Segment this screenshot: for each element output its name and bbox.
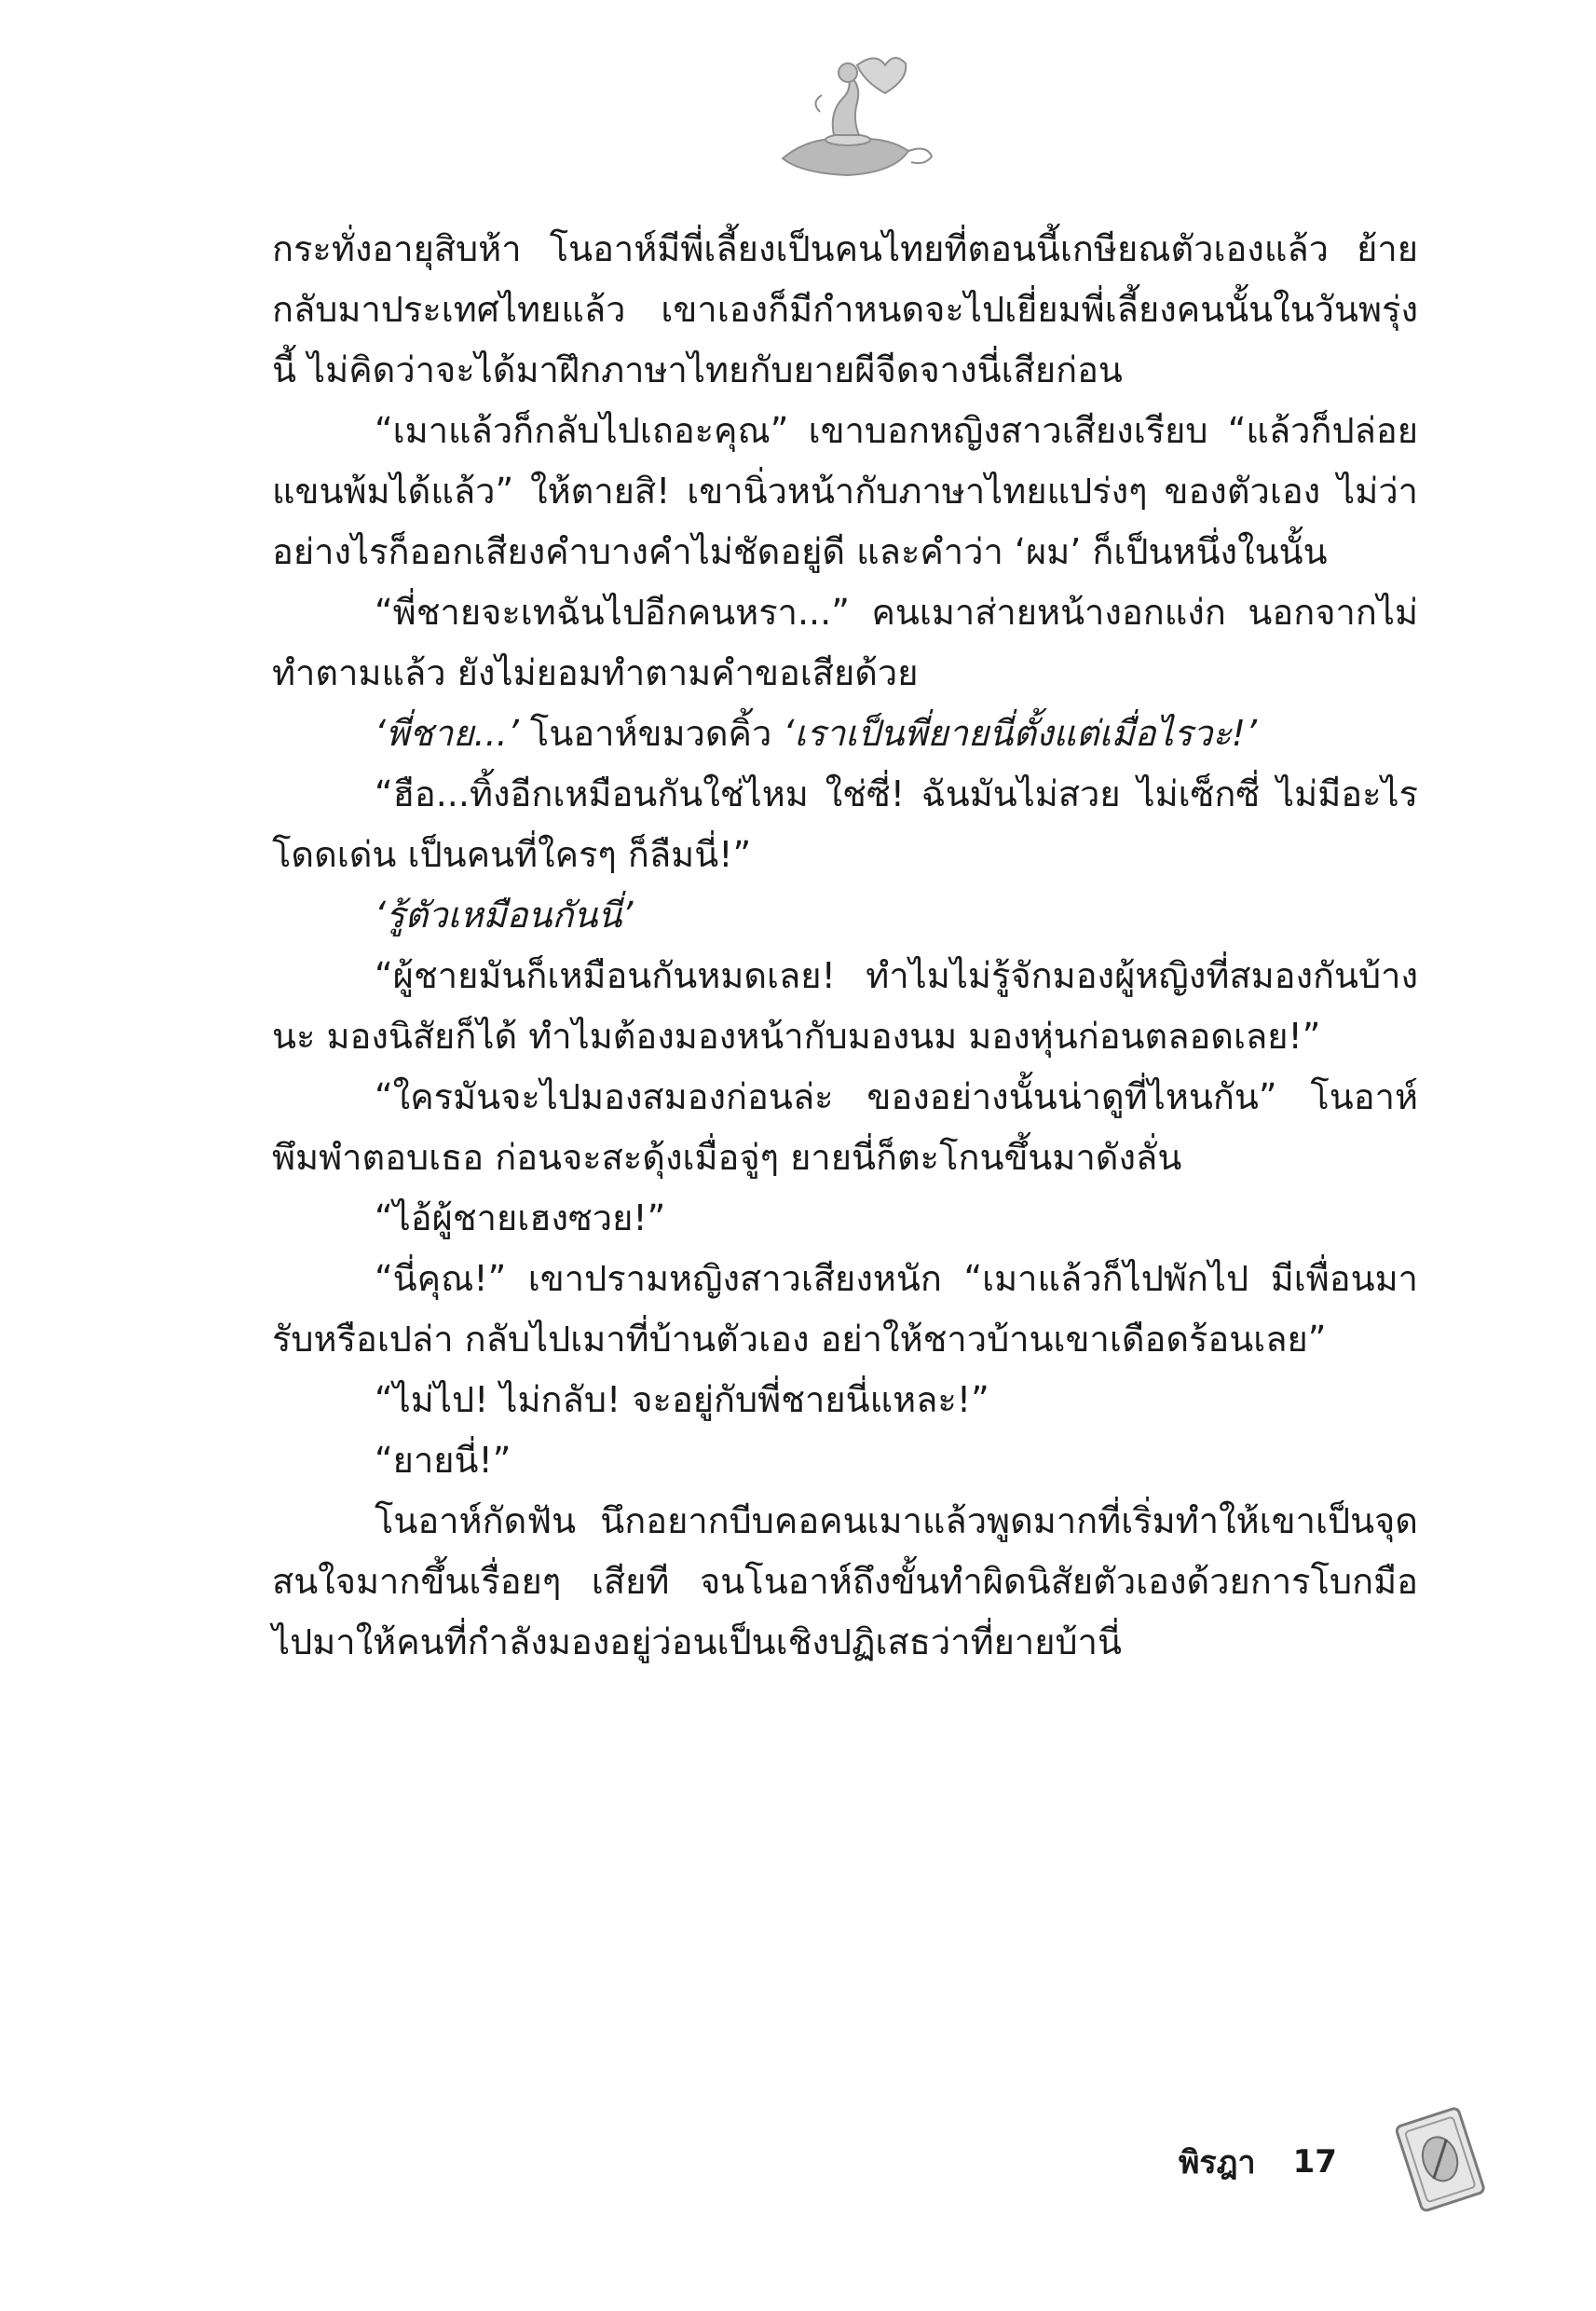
paragraph: “ไม่ไป! ไม่กลับ! จะอยู่กับพี่ชายนี่แหละ!”	[375, 1379, 989, 1420]
paragraph: “ใครมันจะไปมองสมองก่อนล่ะ ของอย่างนั้นน่าดูที่ไหนกัน” โนอาห์พึมพำตอบเธอ ก่อนจะสะดุ้งเมื่อจู่ๆ ยายนี่ก็ตะโกนขึ้นมาดังลั่น	[272, 1076, 1418, 1178]
italic-thought: ‘เราเป็นพี่ยายนี่ตั้งแต่เมื่อไรวะ!’	[783, 713, 1258, 754]
paragraph: โนอาห์กัดฟัน นึกอยากบีบคอคนเมาแล้วพูดมากที่เริ่มทำให้เขาเป็นจุดสนใจมากขึ้นเรื่อยๆ เสียที จนโนอาห์ถึงขั้นทำผิดนิสัยตัวเองด้วยการโบกมือไปมาให้คนที่กำลังมองอยู่ว่อนเป็นเชิงปฏิเสธว่าที่ยายบ้านี่	[272, 1500, 1418, 1662]
paragraph: “ไอ้ผู้ชายเฮงซวย!”	[375, 1197, 666, 1238]
body-text	[272, 219, 1418, 1673]
paragraph: “เมาแล้วก็กลับไปเถอะคุณ” เขาบอกหญิงสาวเสียงเรียบ “แล้วก็ปล่อยแขนพ้มได้แล้ว” ให้ตายสิ! เขานิ่วหน้ากับภาษาไทยแปร่งๆ ของตัวเอง ไม่ว่าอย่างไรก็ออกเสียงคำบางคำไม่ชัดอยู่ดี และคำว่า ‘ผม’ ก็เป็นหนึ่งในนั้น	[272, 410, 1418, 572]
paragraph: กระทั่งอายุสิบห้า โนอาห์มีพี่เลี้ยงเป็นคนไทยที่ตอนนี้เกษียณตัวเองแล้ว ย้ายกลับมาประเทศไทยแล้ว เขาเองก็มีกำหนดจะไปเยี่ยมพี่เลี้ยงคนนั้นในวันพรุ่งนี้ ไม่คิดว่าจะได้มาฝึกภาษาไทยกับยายผีจีดจางนี่เสียก่อน	[272, 228, 1418, 390]
page-number: 17	[1292, 2143, 1337, 2181]
paragraph: ‘รู้ตัวเหมือนกันนี่’	[375, 895, 634, 936]
page-footer	[1179, 2134, 1365, 2190]
book-title: พิรฎา	[1179, 2144, 1256, 2181]
card-ornament-icon	[1379, 2101, 1500, 2213]
paragraph: “นี่คุณ!” เขาปรามหญิงสาวเสียงหนัก “เมาแล้วก็ไปพักไป มีเพื่อนมารับหรือเปล่า กลับไปเมาที่บ้านตัวเอง อย่าให้ชาวบ้านเขาเดือดร้อนเลย”	[272, 1258, 1418, 1360]
narration: โนอาห์ขมวดคิ้ว	[518, 713, 784, 754]
paragraph: “ฮือ...ทิ้งอีกเหมือนกันใช่ไหม ใช่ซี่! ฉันมันไม่สวย ไม่เซ็กซี่ ไม่มีอะไรโดดเด่น เป็นคนที่ใครๆ ก็ลืมนี่!”	[272, 773, 1418, 875]
paragraph: “ยายนี่!”	[375, 1440, 512, 1481]
paragraph	[272, 704, 1418, 764]
mermaid-teapot-ornament-icon	[755, 47, 941, 186]
paragraph: “ผู้ชายมันก็เหมือนกันหมดเลย! ทำไมไม่รู้จักมองผู้หญิงที่สมองกันบ้างนะ มองนิสัยก็ได้ ทำไมต้องมองหน้ากับมองนม มองหุ่นก่อนตลอดเลย!”	[272, 955, 1418, 1057]
italic-thought: ‘พี่ชาย...’	[375, 713, 519, 754]
paragraph: “พี่ชายจะเทฉันไปอีกคนหรา...” คนเมาส่ายหน้างอกแง่ก นอกจากไม่ทำตามแล้ว ยังไม่ยอมทำตามคำขอเสียด้วย	[272, 592, 1418, 693]
